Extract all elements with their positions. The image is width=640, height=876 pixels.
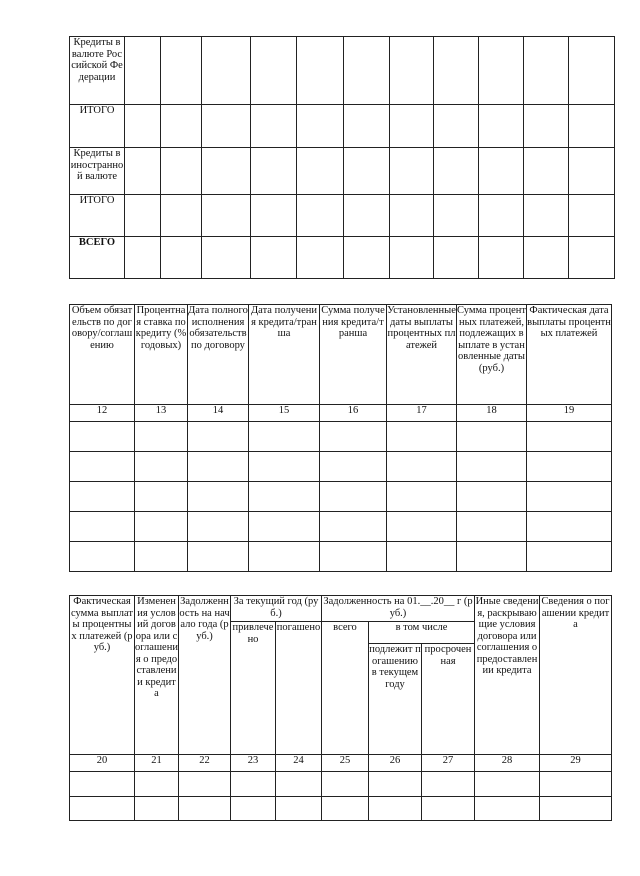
header-current-year: За текущий год (руб.)	[231, 596, 322, 622]
header-col-20: Фактическая сумма выплаты процентных платежей (руб.)	[70, 596, 135, 755]
header-col-12: Объем обязательств по договору/соглашению	[70, 305, 135, 405]
table-row	[70, 482, 612, 512]
col-number: 12	[70, 405, 135, 422]
column-number-row	[70, 755, 612, 772]
header-col-15: Дата получения кредита/транша	[249, 305, 320, 405]
header-col-24: погашено	[276, 622, 322, 755]
col-number: 23	[231, 755, 276, 772]
col-number: 24	[276, 755, 322, 772]
header-col-18: Сумма процентных платежей, подлежащих выплате в установленные даты (руб.)	[457, 305, 527, 405]
header-col-17: Установленные даты выплаты процентных платежей	[387, 305, 457, 405]
header-col-25: всего	[322, 622, 369, 755]
table-row	[70, 37, 615, 105]
col-number: 25	[322, 755, 369, 772]
row-label-total-foreign: ИТОГО	[70, 195, 125, 237]
header-row	[70, 305, 612, 405]
col-number: 22	[179, 755, 231, 772]
col-number: 27	[422, 755, 475, 772]
table-row	[70, 195, 615, 237]
table-row	[70, 422, 612, 452]
col-number: 19	[527, 405, 612, 422]
col-number: 18	[457, 405, 527, 422]
col-number: 17	[387, 405, 457, 422]
table-row	[70, 512, 612, 542]
header-col-27: просроченная	[422, 644, 475, 755]
credits-summary-table	[69, 36, 615, 279]
col-number: 13	[135, 405, 188, 422]
header-col-19: Фактическая дата выплаты процентных платежей	[527, 305, 612, 405]
header-col-26: подлежит погашению в текущем году	[369, 644, 422, 755]
table-row	[70, 772, 612, 797]
header-row	[70, 596, 612, 622]
col-number: 28	[475, 755, 540, 772]
col-number: 16	[320, 405, 387, 422]
col-number: 26	[369, 755, 422, 772]
table-row	[70, 148, 615, 195]
column-number-row	[70, 405, 612, 422]
row-label-foreign-credits: Кредиты в иностранной валюте	[70, 148, 125, 195]
col-number: 21	[135, 755, 179, 772]
row-label-total-rub: ИТОГО	[70, 105, 125, 148]
table-row	[70, 542, 612, 572]
header-col-21: Изменения условий договора или соглашения о предоставлении кредита	[135, 596, 179, 755]
interest-payments-table	[69, 304, 612, 572]
table-row	[70, 105, 615, 148]
header-including: в том числе	[369, 622, 475, 644]
header-col-14: Дата полного исполнения обязательств по договору	[188, 305, 249, 405]
table-row	[70, 452, 612, 482]
header-col-22: Задолженность на начало года (руб.)	[179, 596, 231, 755]
row-label-rub-credits: Кредиты в валюте Российской Федерации	[70, 37, 125, 105]
header-col-13: Процентная ставка по кредиту (% годовых)	[135, 305, 188, 405]
header-col-29: Сведения о погашении кредита	[540, 596, 612, 755]
debt-details-table	[69, 595, 612, 821]
row-label-grand-total: ВСЕГО	[70, 237, 125, 279]
col-number: 20	[70, 755, 135, 772]
table-row	[70, 797, 612, 821]
col-number: 15	[249, 405, 320, 422]
table-row	[70, 237, 615, 279]
header-col-28: Иные сведения, раскрывающие условия договора или соглашения о предоставлении кредита	[475, 596, 540, 755]
header-debt-on-date: Задолженность на 01.__.20__ г (руб.)	[322, 596, 475, 622]
col-number: 14	[188, 405, 249, 422]
col-number: 29	[540, 755, 612, 772]
header-col-16: Сумма получения кредита/транша	[320, 305, 387, 405]
header-col-23: привлечено	[231, 622, 276, 755]
